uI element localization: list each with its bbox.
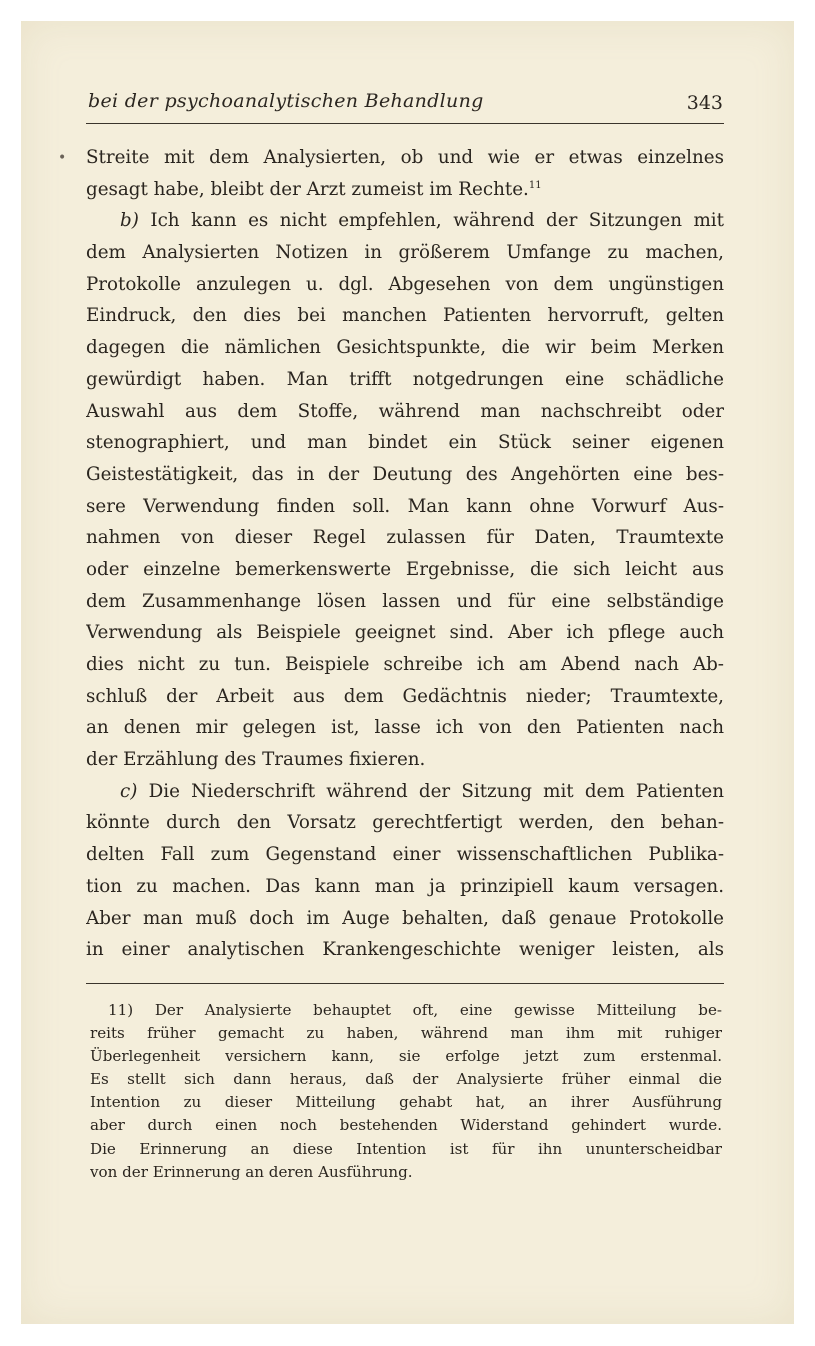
header-rule xyxy=(86,123,724,124)
margin-bullet: • xyxy=(58,150,67,166)
footnote-line: reits früher gemacht zu haben, während man ihm mit ruhiger xyxy=(90,1024,722,1043)
text-line: könnte durch den Vorsatz gerechtfertigt werden, den behan- xyxy=(86,812,724,834)
text-line: gewürdigt haben. Man trifft notgedrungen eine schädliche xyxy=(86,368,724,390)
footnote-rule xyxy=(86,983,724,984)
text-line: an denen mir gelegen ist, lasse ich von den Patienten nach xyxy=(86,717,724,739)
text-line: tion zu machen. Das kann man ja prinzipiell kaum versagen. xyxy=(86,875,724,897)
footnote-line: Intention zu dieser Mitteilung gehabt hat, an ihrer Ausführung xyxy=(90,1093,722,1112)
text-line: Auswahl aus dem Stoffe, während man nachschreibt oder xyxy=(86,400,724,422)
text-line: Aber man muß doch im Auge behalten, daß genaue Protokolle xyxy=(86,907,724,929)
text-line: dem Zusammenhange lösen lassen und für eine selbständige xyxy=(86,590,724,612)
text-line: b) Ich kann es nicht empfehlen, während der Sitzungen mit xyxy=(120,210,724,232)
main-text xyxy=(86,142,724,966)
text-line: gesagt habe, bleibt der Arzt zumeist im Rechte.$^{11}$ xyxy=(86,178,542,200)
footnote xyxy=(90,999,722,1184)
text-line: Streite mit dem Analysierten, ob und wie er etwas einzelnes xyxy=(86,147,724,168)
footnote-line: Überlegenheit versichern kann, sie erfolge jetzt zum erstenmal. xyxy=(90,1047,722,1066)
text-line: Verwendung als Beispiele geeignet sind. Aber ich pflege auch xyxy=(86,622,724,644)
text-line: Geistestätigkeit, das in der Deutung des Angehörten eine bes- xyxy=(86,463,724,485)
text-line: stenographiert, und man bindet ein Stück seiner eigenen xyxy=(86,432,724,454)
footnote-line: Die Erinnerung an diese Intention ist für ihn ununterscheidbar xyxy=(90,1139,722,1158)
text-line: c) Die Niederschrift während der Sitzung mit dem Patienten xyxy=(120,780,724,802)
text-line: Protokolle anzulegen u. dgl. Abgesehen von dem ungünstigen xyxy=(86,273,724,295)
page-number: 343 xyxy=(686,92,723,114)
text-line: oder einzelne bemerkenswerte Ergebnisse, die sich leicht aus xyxy=(86,558,724,580)
footnote-marker: 11) xyxy=(108,1001,134,1019)
running-head: bei der psychoanalytischen Behandlung xyxy=(88,90,484,112)
text-line: der Erzählung des Traumes fixieren. xyxy=(86,749,426,771)
text-line: dies nicht zu tun. Beispiele schreibe ich am Abend nach Ab- xyxy=(86,654,724,675)
page-header xyxy=(88,90,723,120)
text-line: dem Analysierten Notizen in größerem Umfange zu machen, xyxy=(86,242,724,264)
footnote-reference[interactable]: 11 xyxy=(528,179,542,191)
footnote-line: von der Erinnerung an deren Ausführung. xyxy=(90,1162,413,1181)
paragraph-label: c) xyxy=(120,780,138,802)
text-line: nahmen von dieser Regel zulassen für Daten, Traumtexte xyxy=(86,527,724,549)
text-line: schluß der Arbeit aus dem Gedächtnis nieder; Traumtexte, xyxy=(86,685,724,707)
footnote-line: 11) Der Analysierte behauptet oft, eine gewisse Mitteilung be- xyxy=(108,1001,722,1019)
text-line: sere Verwendung finden soll. Man kann ohne Vorwurf Aus- xyxy=(86,495,724,517)
text-line: Eindruck, den dies bei manchen Patienten hervorruft, gelten xyxy=(86,305,724,327)
footnote-line: Es stellt sich dann heraus, daß der Analysierte früher einmal die xyxy=(90,1070,722,1089)
text-line: dagegen die nämlichen Gesichtspunkte, die wir beim Merken xyxy=(86,337,724,359)
text-line: in einer analytischen Krankengeschichte weniger leisten, als xyxy=(86,939,724,961)
text-line: delten Fall zum Gegenstand einer wissenschaftlichen Publika- xyxy=(86,844,724,866)
footnote-line: aber durch einen noch bestehenden Widerstand gehindert wurde. xyxy=(90,1116,722,1135)
paragraph-label: b) xyxy=(120,210,139,232)
